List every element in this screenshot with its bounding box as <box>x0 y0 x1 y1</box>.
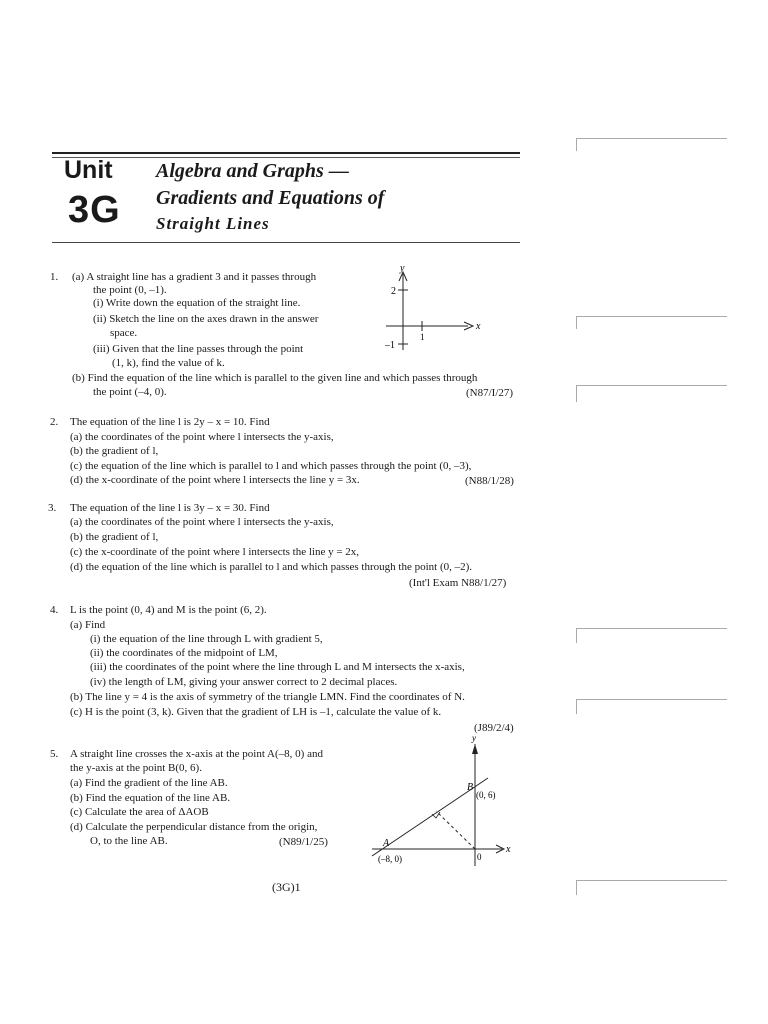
point-b-label: B <box>467 782 474 793</box>
y-axis-label: y <box>400 263 405 274</box>
question-line: (1, k), find the value of k. <box>112 357 225 369</box>
question-number: 5. <box>50 748 59 760</box>
question-line: (a) the coordinates of the point where l intersects the y-axis, <box>70 516 334 528</box>
question-line: (ii) the coordinates of the midpoint of LM, <box>90 647 278 659</box>
answer-margin-box <box>576 138 727 151</box>
origin-label: 0 <box>477 852 482 862</box>
y-axis-arrow <box>472 744 478 754</box>
exam-reference: (N87/I/27) <box>466 387 514 399</box>
answer-margin-box <box>576 385 727 402</box>
triangle-aob-figure <box>366 732 516 868</box>
question-line: (iii) the coordinates of the point where the line through L and M intersects the x-axis, <box>90 661 465 673</box>
exam-reference: (N89/1/25) <box>279 836 328 848</box>
exam-reference: (J89/2/4) <box>474 722 514 734</box>
title-line-2: Gradients and Equations of <box>156 187 385 209</box>
question-line: (b) The line y = 4 is the axis of symmetry of the triangle LMN. Find the coordinates of N. <box>70 691 465 703</box>
question-number: 3. <box>48 502 57 514</box>
question-line: (b) Find the equation of the line AB. <box>70 792 231 804</box>
question-line: O, to the line AB. <box>90 835 168 847</box>
question-line: The equation of the line l is 3y – x = 30. Find <box>70 502 270 514</box>
question-line: space. <box>110 327 138 339</box>
answer-margin-box <box>576 628 727 643</box>
question-number: 2. <box>50 416 59 428</box>
question-line: The equation of the line l is 2y – x = 10. Find <box>70 416 270 428</box>
question-line: (ii) Sketch the line on the axes drawn in the answer <box>93 313 319 325</box>
tick-label-y-bottom: –1 <box>385 340 395 351</box>
question-line: (iii) Given that the line passes through the point <box>93 343 304 355</box>
question-line: (iv) the length of LM, giving your answer correct to 2 decimal places. <box>90 676 398 688</box>
answer-margin-box <box>576 316 727 329</box>
question-line: (a) Find <box>70 619 106 631</box>
title-line-3: Straight Lines <box>156 214 270 233</box>
question-number: 4. <box>50 604 59 616</box>
x-axis-label: x <box>506 844 511 855</box>
question-number: 1. <box>50 271 59 283</box>
exam-reference: (N88/1/28) <box>465 475 514 487</box>
question-line: (a) A straight line has a gradient 3 and it passes through <box>72 271 317 283</box>
question-line: (a) the coordinates of the point where l intersects the y-axis, <box>70 431 334 443</box>
perpendicular-from-origin <box>436 811 475 849</box>
question-line: L is the point (0, 4) and M is the point (6, 2). <box>70 604 267 616</box>
question-line: (c) the equation of the line which is parallel to l and which passes through the point (0, –3), <box>70 460 472 472</box>
tick-label-y-top: 2 <box>391 286 396 297</box>
question-line: (d) the x-coordinate of the point where l intersects the line y = 3x. <box>70 474 360 486</box>
header-rule-top <box>52 152 520 154</box>
question-line: (c) Calculate the area of ΔAOB <box>70 806 209 818</box>
answer-margin-box <box>576 699 727 714</box>
question-line: the point (–4, 0). <box>93 386 167 398</box>
page-number: (3G)1 <box>272 880 301 894</box>
question-line: A straight line crosses the x-axis at the point A(–8, 0) and <box>70 748 323 760</box>
unit-code: 3G <box>68 189 121 231</box>
question-line: (i) Write down the equation of the straight line. <box>93 297 301 309</box>
question-line: (d) the equation of the line which is parallel to l and which passes through the point (0, –2). <box>70 561 473 573</box>
question-line: (a) Find the gradient of the line AB. <box>70 777 228 789</box>
question-line: (c) H is the point (3, k). Given that the gradient of LH is –1, calculate the value of k. <box>70 706 442 718</box>
exam-reference: (Int'l Exam N88/1/27) <box>409 577 507 589</box>
answer-margin-box <box>576 880 727 895</box>
y-axis-label: y <box>472 733 476 743</box>
tick-label-x: 1 <box>420 332 425 342</box>
question-line: (b) Find the equation of the line which is parallel to the given line and which passes through <box>72 372 478 384</box>
question-line: (d) Calculate the perpendicular distance from the origin, <box>70 821 318 833</box>
title-line-1: Algebra and Graphs — <box>156 160 349 182</box>
point-a-label: A <box>383 838 390 849</box>
question-line: the point (0, –1). <box>93 284 167 296</box>
question-line: (b) the gradient of l, <box>70 531 159 543</box>
question-line: the y-axis at the point B(0, 6). <box>70 762 202 774</box>
header-rule-bottom <box>52 242 520 243</box>
point-a-coordinates: (–8, 0) <box>378 854 402 864</box>
answer-axes-figure <box>380 262 490 354</box>
x-axis-label: x <box>476 321 481 332</box>
question-line: (b) the gradient of l, <box>70 445 159 457</box>
question-line: (c) the x-coordinate of the point where l intersects the line y = 2x, <box>70 546 360 558</box>
unit-label: Unit <box>64 156 113 184</box>
point-b-coordinates: (0, 6) <box>476 790 496 800</box>
question-line: (i) the equation of the line through L with gradient 5, <box>90 633 323 645</box>
header-rule-top-thin <box>52 157 520 158</box>
